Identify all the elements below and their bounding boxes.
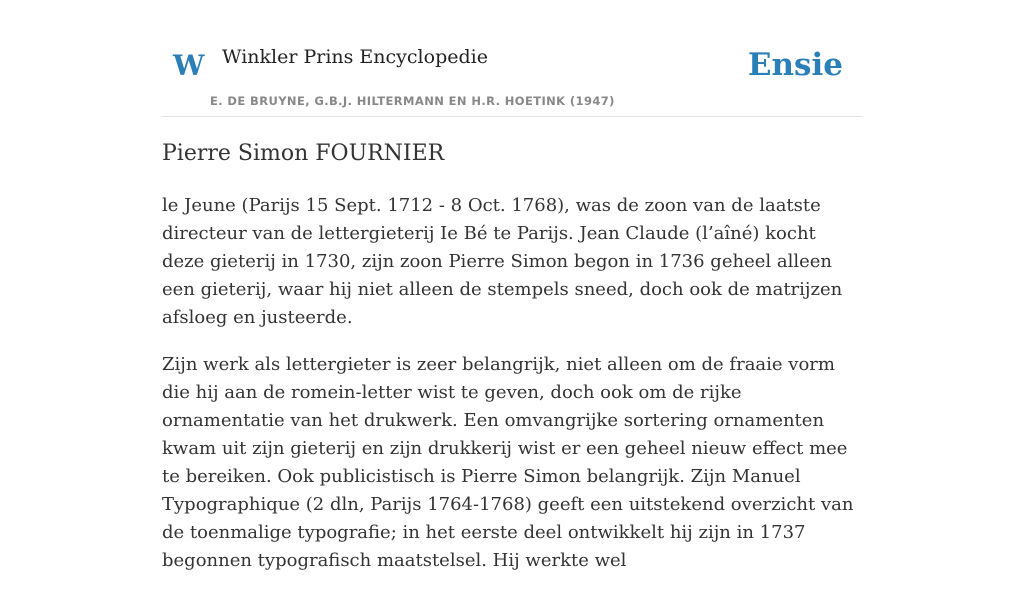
article-body [162,192,862,594]
site-title[interactable]: Winkler Prins Encyclopedie [222,46,488,68]
article-paragraph-1: le Jeune (Parijs 15 Sept. 1712 - 8 Oct. 1768), was de zoon van de laatste directeur van de lettergieterij Ie Bé te Parijs. Jean Claude (l’aîné) kocht deze gieterij in 1730, zijn zoon Pierre Simon begon in 1736 geheel alleen een gieterij, waar hij niet alleen de stempels sneed, doch ook de matrijzen afsloeg en justeerde. [162,195,843,328]
header [162,0,862,117]
site-subtitle: E. DE BRUYNE, G.B.J. HILTERMANN EN H.R. HOETINK (1947) [210,94,615,108]
article-paragraph-2: Zijn werk als lettergieter is zeer belangrijk, niet alleen om de fraaie vorm die hij aan de romein-letter wist te geven, doch ook om de rijke ornamentatie van het drukwerk. Een omvangrijke sortering ornamenten kwam uit zijn gieterij en zijn drukkerij wist er een geheel nieuw effect mee te bereiken. Ook publicistisch is Pierre Simon belangrijk. Zijn Manuel Typographique (2 dln, Parijs 1764-1768) geeft een uitstekend overzicht van de toenmalige typografie; in het eerste deel ontwikkelt hij zijn in 1737 begonnen typografisch maatstelsel. Hij werkte wel [162,354,854,571]
brand-logo-ensie[interactable]: Ensie [747,47,843,83]
page-container [162,0,862,571]
article-title: Pierre Simon FOURNIER [162,141,445,166]
site-logo-w[interactable]: W [173,49,205,82]
